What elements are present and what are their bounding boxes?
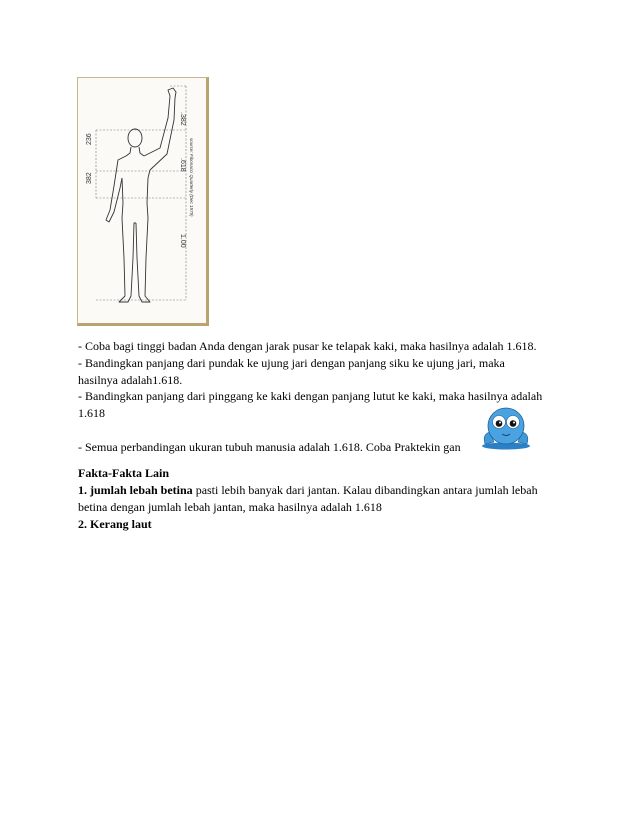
paragraph-4: - Semua perbandingan ukuran tubuh manusia adalah 1.618. Coba Praktekin gan: [78, 440, 461, 454]
paragraph-1: - Coba bagi tinggi badan Anda dengan jarak pusar ke telapak kaki, maka hasilnya adalah 1.618.: [78, 339, 537, 353]
source-label: source: Fibonacci Quarterly (Dec 1979): [189, 138, 194, 217]
paragraph-3-line-1: - Bandingkan panjang dari pinggang ke kaki dengan panjang lutut ke kaki, maka hasilnya adalah: [78, 389, 543, 403]
paragraph-2-line-2: hasilnya adalah1.618.: [78, 373, 183, 387]
fact-1-text: pasti lebih banyak dari jantan. Kalau dibandingkan antara jumlah lebah: [192, 483, 538, 497]
section-heading: Fakta-Fakta Lain: [78, 466, 170, 480]
paragraph-2-line-1: - Bandingkan panjang dari pundak ke ujung jari dengan panjang siku ke ujung jari, maka: [78, 356, 505, 370]
label-382-right: .382: [179, 112, 186, 126]
fact-1-line-2: betina dengan jumlah lebah jantan, maka hasilnya adalah 1.618: [78, 500, 382, 514]
fact-1-title: 1. jumlah lebah betina: [78, 483, 193, 497]
label-236: 236: [86, 133, 93, 145]
label-382-left: 382: [86, 172, 93, 184]
label-618: .618: [179, 158, 186, 172]
human-body-diagram: [78, 78, 206, 321]
paragraph-3-line-2: 1.618: [78, 406, 105, 420]
blue-smiley-emoticon-icon: [480, 404, 532, 450]
fact-1-line-1: [78, 482, 538, 499]
label-100: 1.00: [179, 234, 186, 248]
fact-2-title: 2. Kerang laut: [78, 517, 152, 531]
human-body-proportion-figure: [77, 77, 209, 326]
